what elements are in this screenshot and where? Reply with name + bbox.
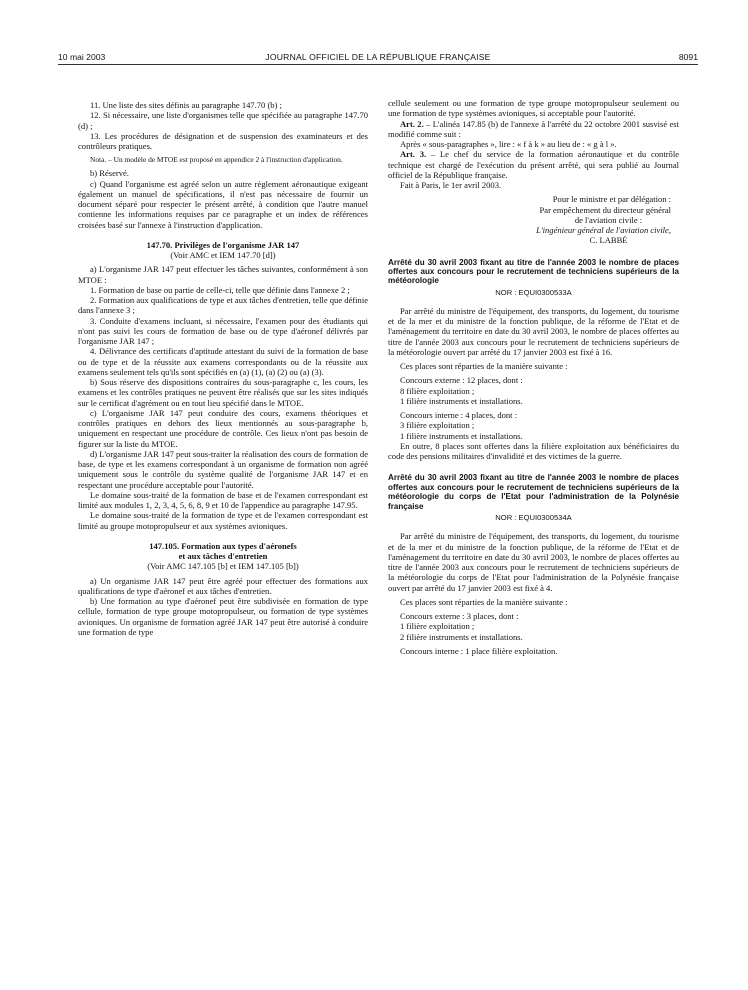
- nota: Nota. – Un modèle de MTOE est proposé en appendice 2 à l'instruction d'application.: [90, 155, 343, 165]
- signature-line: Par empêchement du directeur général: [539, 204, 671, 215]
- decree-title: Arrêté du 30 avril 2003 fixant au titre de l'année 2003 le nombre de places offertes aux concours pour le recrutement de techniciens supérieurs de la météorologie du corps de l'Etat pour l'administration de la Polynésie française: [388, 473, 679, 511]
- paragraph: Concours externe : 12 places, dont :: [400, 375, 523, 386]
- paragraph: 2 filière instruments et installations.: [400, 631, 523, 642]
- section-subtitle: (Voir AMC et IEM 147.70 [d]): [170, 250, 276, 260]
- section-title-line2: et aux tâches d'entretien: [178, 551, 268, 561]
- left-column: [78, 100, 368, 637]
- article: Art. 3. – Le chef du service de la formation aéronautique et du contrôle technique est chargé de l'exécution du présent arrêté, qui sera publié au Journal officiel de la République française.: [388, 149, 679, 180]
- paragraph: Le domaine sous-traité de la formation de type et de l'examen correspondant est limité au groupe motopropulseur et aux systèmes avioniques.: [78, 510, 368, 531]
- paragraph: d) L'organisme JAR 147 peut sous-traiter la réalisation des cours de formation de base, de type et les examens correspondant à un organisme de formation non agréé uniquement sous le contrôle du système qualité de l'organisme JAR 147 et en respectant une procédure acceptable pour l'autorité.: [78, 448, 368, 490]
- paragraph: b) Une formation au type d'aéronef peut être subdivisée en formation de type cellule, formation de type groupe motopropulseur, ou formation de type systèmes avioniques. Un organisme de formation agréé JAR 147 peut être autorisé à conduire une formation de type: [78, 596, 368, 637]
- paragraph: Après « sous-paragraphes », lire : « f à k » au lieu de : « g à l ».: [400, 139, 617, 149]
- decree-title: Arrêté du 30 avril 2003 fixant au titre de l'année 2003 le nombre de places offertes aux concours pour le recrutement de techniciens supérieurs de la météorologie: [388, 257, 679, 286]
- nor-reference: NOR : EQUI0300534A: [495, 513, 572, 523]
- paragraph: 3 filière exploitation ;: [400, 420, 475, 431]
- paragraph: Ces places sont réparties de la manière suivante :: [400, 361, 568, 372]
- paragraph: En outre, 8 places sont offertes dans la filière exploitation aux bénéficiaires du code des pensions militaires d'invalidité et des victimes de la guerre.: [388, 440, 679, 462]
- paragraph: 1 filière instruments et installations.: [400, 430, 523, 441]
- paragraph: 13. Les procédures de désignation et de suspension des examinateurs et des contrôleurs pratiques.: [78, 130, 368, 151]
- paragraph: 8 filière exploitation ;: [400, 385, 475, 396]
- signature-line: L'ingénieur général de l'aviation civile,: [536, 225, 671, 235]
- page-header: [58, 52, 698, 64]
- paragraph: 11. Une liste des sites définis au paragraphe 147.70 (b) ;: [90, 100, 282, 110]
- paragraph: b) Sous réserve des dispositions contraires du sous-paragraphe c, les cours, les examens et les contrôles pratiques ne peuvent être réalisés que sur les sites indiqués sur le certificat d'agrément ou en tout lieu spécifié dans le MTOE.: [78, 377, 368, 408]
- signature-line: Pour le ministre et par délégation :: [552, 194, 671, 205]
- paragraph: 4. Délivrance des certificats d'aptitude attestant du suivi de la formation de base ou de type et de la réussite aux examens correspondants ou de la réussite aux examens seulement tels qu'ils sont spécifiés en (a) (1), (a) (2) ou (a) (3).: [78, 346, 368, 377]
- paragraph: Le domaine sous-traité de la formation de base et de l'examen correspondant est limité aux modules 1, 2, 3, 4, 5, 6, 8, 9 et 10 de l'appendice au paragraphe 147.95.: [78, 489, 368, 510]
- signature-name: C. LABBÉ: [589, 235, 628, 246]
- article: Art. 2. – L'alinéa 147.85 (b) de l'annexe à l'arrêté du 22 octobre 2001 susvisé est modifié comme suit :: [388, 118, 679, 139]
- paragraph: b) Réservé.: [90, 168, 129, 179]
- paragraph: Par arrêté du ministre de l'équipement, des transports, du logement, du tourisme et de la mer et du ministre de la fonction publique, de la réforme de l'Etat et de l'aménagement du territoire en date du 30 avril 2003, le nombre de places offertes au titre de l'année 2003 aux concours pour le recrutement de techniciens supérieurs de la météorologie ouvert par arrêté du 17 janvier 2003 est fixé à 16.: [388, 305, 679, 357]
- header-rule: [58, 64, 698, 65]
- paragraph: 1. Formation de base ou partie de celle-ci, telle que définie dans l'annexe 2 ;: [90, 284, 350, 295]
- section-title: 147.70. Privilèges de l'organisme JAR 147: [146, 239, 300, 250]
- paragraph: Concours externe : 3 places, dont :: [400, 611, 519, 622]
- header-date: 10 mai 2003: [58, 52, 106, 62]
- paragraph: 2. Formation aux qualifications de type et aux tâches d'entretien, telle que définie dans l'annexe 3 ;: [78, 295, 368, 316]
- paragraph: c) L'organisme JAR 147 peut conduire des cours, examens théoriques et contrôles pratiques en dehors des lieux mentionnés au sous-paragraphe b, uniquement en respectant une procédure de contrôle. Ces lieux n'ont pas besoin de figurer sur la liste du MTOE.: [78, 407, 368, 449]
- paragraph: Fait à Paris, le 1er avril 2003.: [400, 180, 502, 190]
- paragraph: 12. Si nécessaire, une liste d'organismes telle que spécifiée au paragraphe 147.70 (d) ;: [78, 110, 368, 131]
- paragraph: a) Un organisme JAR 147 peut être agréé pour effectuer des formations aux qualifications de type d'aéronef et aux tâches d'entretien.: [78, 575, 368, 596]
- paragraph: Concours interne : 1 place filière exploitation.: [400, 645, 558, 656]
- right-column: [388, 98, 679, 656]
- paragraph: 1 filière instruments et installations.: [400, 395, 523, 406]
- paragraph: c) Quand l'organisme est agréé selon un autre règlement aéronautique exigeant également un manuel de spécifications, il n'est pas nécessaire de fournir un document séparé pour respecter le présent arrêté, à condition que l'autre manuel contienne les informations requises par ce paragraphe et un index de références croisées basé sur l'annexe à l'instruction d'application.: [78, 178, 368, 230]
- paragraph: Ces places sont réparties de la manière suivante :: [400, 596, 568, 607]
- nor-reference: NOR : EQUI0300533A: [495, 287, 572, 297]
- page-number: 8091: [678, 52, 698, 62]
- paragraph: a) L'organisme JAR 147 peut effectuer les tâches suivantes, conformément à son MTOE :: [78, 264, 368, 285]
- journal-title: JOURNAL OFFICIEL DE LA RÉPUBLIQUE FRANÇAISE: [265, 52, 491, 62]
- paragraph: Par arrêté du ministre de l'équipement, des transports, du logement, du tourisme et de la mer et du ministre de la fonction publique, de la réforme de l'Etat et de l'aménagement du territoire en date du 30 avril 2003, le nombre de places offertes au titre de l'année 2003 aux concours pour le recrutement de techniciens supérieurs de la météorologie du corps de l'Etat pour l'administration de la Polynésie française ouvert par arrêté du 17 janvier 2003 est fixé à 4.: [388, 531, 679, 593]
- signature-line: de l'aviation civile :: [574, 214, 643, 225]
- paragraph: cellule seulement ou une formation de type groupe motopropulseur seulement ou une formation de type systèmes avioniques, si acceptable pour l'autorité.: [388, 98, 679, 119]
- paragraph: 1 filière exploitation ;: [400, 621, 475, 632]
- paragraph: Concours interne : 4 places, dont :: [400, 410, 518, 421]
- paragraph: 3. Conduite d'examens incluant, si nécessaire, l'examen pour des étudiants qui n'ont pas suivi les cours de formation de base ou de type d'aéronef délivrés par l'organisme JAR 147 ;: [78, 315, 368, 346]
- section-title: 147.105. Formation aux types d'aéronefs: [149, 540, 297, 551]
- section-subtitle: (Voir AMC 147.105 [b] et IEM 147.105 [b]): [147, 561, 299, 572]
